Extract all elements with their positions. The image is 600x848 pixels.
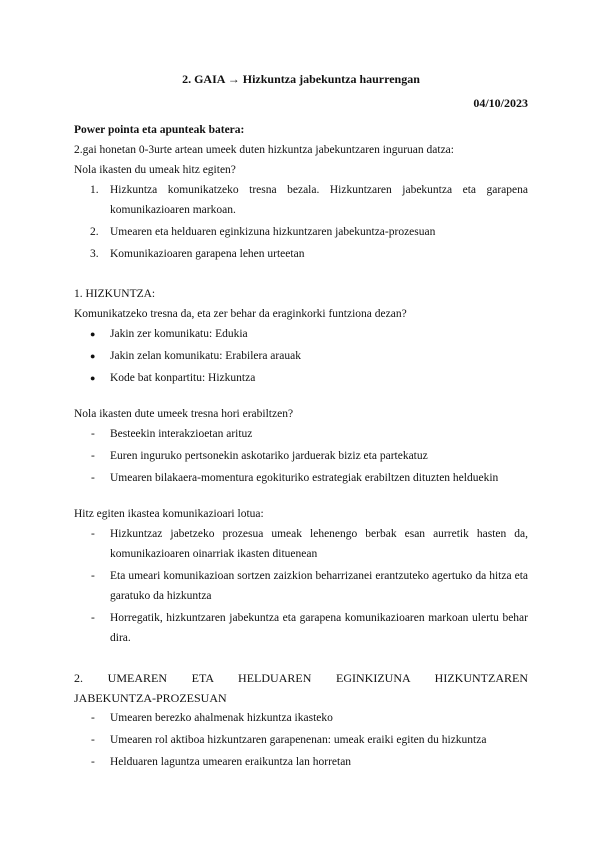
document-date: 04/10/2023 bbox=[473, 96, 528, 110]
list-item: - Umearen rol aktiboa hizkuntzaren garapenenan: umeak eraiki egiten du hizkuntza bbox=[74, 730, 528, 750]
bullet-icon: ● bbox=[90, 351, 96, 361]
section1-question2: Nola ikasten dute umeek tresna hori erabiltzen? bbox=[74, 408, 294, 420]
list-item: - Helduaren laguntza umearen eraikuntza lan horretan bbox=[74, 752, 528, 772]
dash-icon: - bbox=[91, 712, 95, 724]
list-item: ● Jakin zer komunikatu: Edukia bbox=[74, 324, 528, 344]
dash-icon: - bbox=[91, 756, 95, 768]
list-item: ● Jakin zelan komunikatu: Erabilera arauak bbox=[74, 346, 528, 366]
list-item: - Horregatik, hizkuntzaren jabekuntza eta garapena komunikazioaren markoan ulertu behar dira. bbox=[74, 608, 528, 648]
section2-title-line2: JABEKUNTZA-PROZESUAN bbox=[74, 691, 227, 705]
dash-icon: - bbox=[91, 450, 95, 462]
dash-icon: - bbox=[91, 472, 95, 484]
intro-question: Nola ikasten du umeak hitz egiten? bbox=[74, 164, 236, 176]
section1-bullet-list bbox=[74, 324, 528, 388]
dash-icon: - bbox=[91, 612, 95, 624]
list-item: 3. Komunikazioaren garapena lehen urteetan bbox=[90, 248, 305, 260]
bullet-icon: ● bbox=[90, 329, 96, 339]
list-item: 1. Hizkuntza komunikatzeko tresna bezala. Hizkuntzaren jabekuntza eta garapena komunikazioaren markoan. bbox=[90, 184, 528, 216]
list-item: - Besteekin interakzioetan arituz bbox=[74, 424, 528, 444]
section2-dash-list bbox=[74, 708, 528, 772]
dash-icon: - bbox=[91, 734, 95, 746]
list-item: - Umearen berezko ahalmenak hizkuntza ikasteko bbox=[74, 708, 528, 728]
section1-title: 1. HIZKUNTZA: bbox=[74, 288, 156, 300]
list-item: 2. Umearen eta helduaren eginkizuna hizkuntzaren jabekuntza-prozesuan bbox=[90, 226, 436, 238]
section1-dash-list-2 bbox=[74, 524, 528, 648]
document-page bbox=[74, 70, 528, 774]
section2-title-line1: 2. UMEAREN ETA HELDUAREN EGINKIZUNA HIZKUNTZAREN bbox=[74, 671, 528, 685]
section1-question: Komunikatzeko tresna da, eta zer behar da eraginkorki funtziona dezan? bbox=[74, 308, 407, 320]
document-title: 2. GAIA → Hizkuntza jabekuntza haurrengan bbox=[182, 72, 420, 86]
section1-dash-list bbox=[74, 424, 528, 488]
dash-icon: - bbox=[91, 528, 95, 540]
list-item: - Hizkuntzaz jabetzeko prozesua umeak lehenengo berbak esan aurretik hasten da, komunikazioaren oinarriak ikasten dituenean bbox=[74, 524, 528, 564]
intro-numbered-list bbox=[74, 180, 528, 264]
list-item: - Euren inguruko pertsonekin askotariko jarduerak biziz eta partekatuz bbox=[74, 446, 528, 466]
intro-subhead: Power pointa eta apunteak batera: bbox=[74, 124, 245, 136]
list-item: ● Kode bat konpartitu: Hizkuntza bbox=[74, 368, 528, 388]
section1-line3: Hitz egiten ikastea komunikazioari lotua: bbox=[74, 508, 264, 520]
intro-line: 2.gai honetan 0-3urte artean umeek duten hizkuntza jabekuntzaren inguruan datza: bbox=[74, 144, 454, 156]
bullet-icon: ● bbox=[90, 373, 96, 383]
dash-icon: - bbox=[91, 428, 95, 440]
list-item: - Umearen bilakaera-momentura egokituriko estrategiak erabiltzen dituzten helduekin bbox=[74, 468, 528, 488]
dash-icon: - bbox=[91, 570, 95, 582]
list-item: - Eta umeari komunikazioan sortzen zaizkion beharrizanei erantzuteko agertuko da hitza eta garatuko da hizkuntza bbox=[74, 566, 528, 606]
